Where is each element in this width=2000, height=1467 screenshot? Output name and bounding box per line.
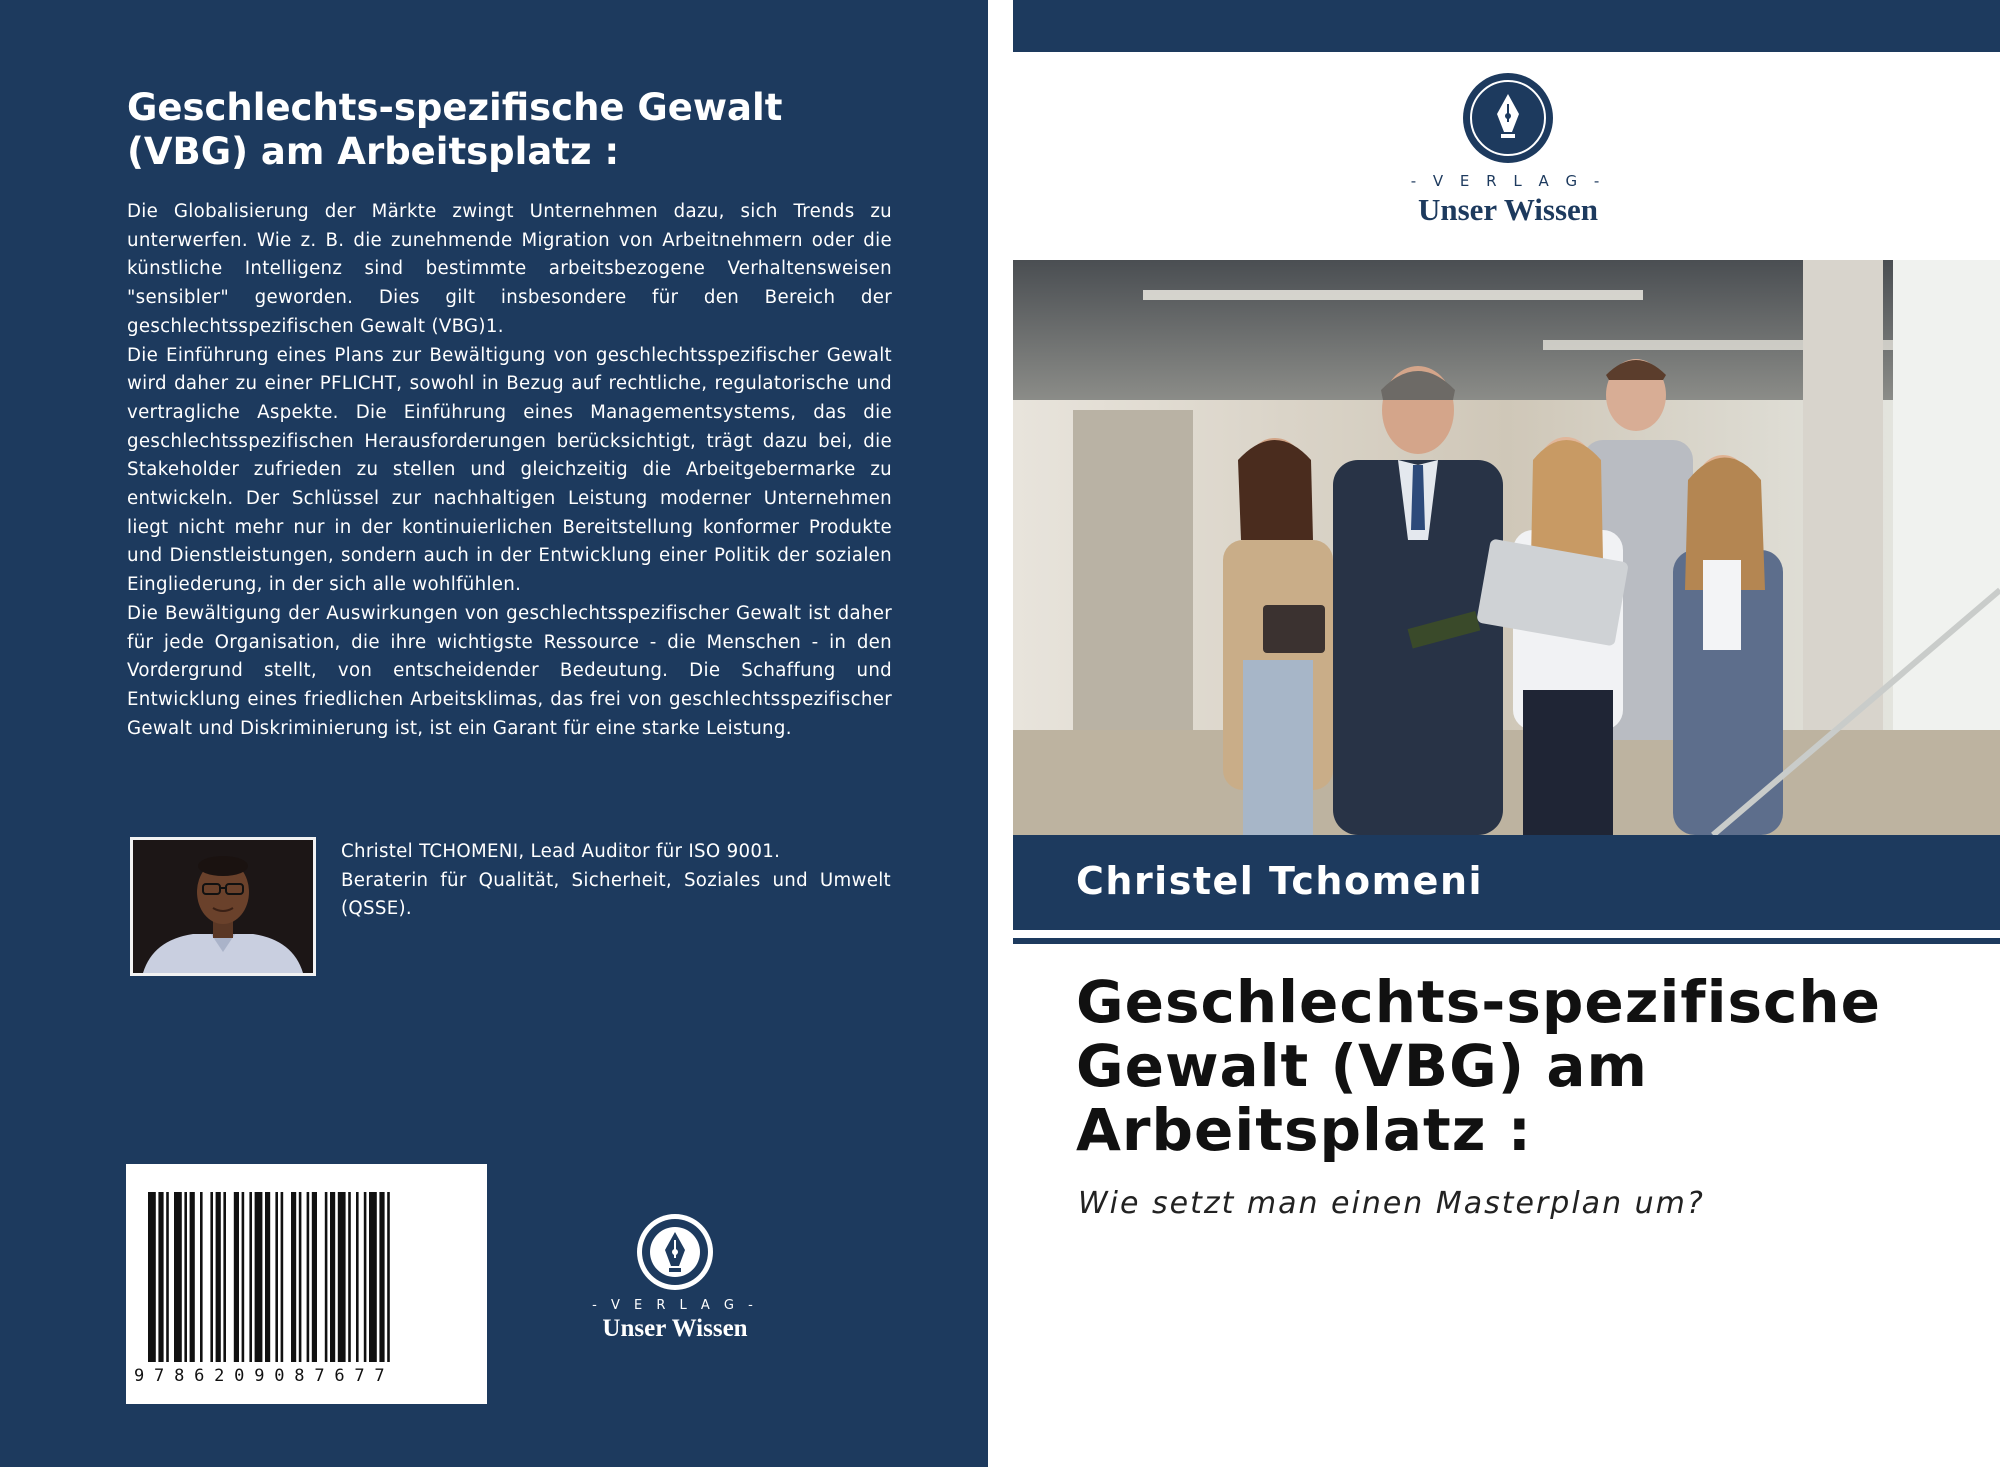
author-bio-line: Beraterin für Qualität, Sicherheit, Soziales und Umwelt (QSSE). [341,869,891,920]
blurb-paragraph: Die Globalisierung der Märkte zwingt Unternehmen dazu, sich Trends zu unterwerfen. Wie z. B. die zunehmende Migration von Arbeitnehmern oder die künstliche Intelligenz sind bestimmte arbeitsbezogene Verhaltensweisen "sensibler" geworden. Dies gilt insbesondere für den Bereich der geschlechtsspezifischen Gewalt (VBG)1. [127,201,892,337]
author-bio-line: Christel TCHOMENI, Lead Auditor für ISO 9001. [341,841,781,862]
barcode-bar [291,1192,296,1362]
barcode-bar [216,1192,221,1362]
barcode-bar [265,1192,270,1362]
back-cover-blurb [127,198,892,743]
barcode-bar [356,1192,359,1362]
barcode-bar [242,1192,245,1362]
barcode-bar [369,1192,377,1362]
front-cover [1013,0,2000,1467]
blurb-paragraph: Die Einführung eines Plans zur Bewältigung von geschlechtsspezifischer Gewalt wird daher zu einer PFLICHT, sowohl in Bezug auf rechtliche, regulatorische und vertragliche Aspekte. Die Einführung eines Managementsystems, das die geschlechtsspezifischen Herausforderungen berücksichtigt, trägt dazu bei, die Stakeholder zufrieden zu stellen und gleichzeitig die Arbeitgebermarke zu entwickeln. Der Schlüssel zur nachhaltigen Leistung moderner Unternehmen liegt nicht mehr nur in der kontinuierlichen Bereitstellung konformer Produkte und Dienstleistungen, sondern auch in der Entwicklung einer Politik der sozialen Eingliederung, in der sich alle wohlfühlen. [127,344,892,596]
blurb-paragraph: Die Bewältigung der Auswirkungen von geschlechtsspezifischer Gewalt ist daher für jede Organisation, die ihre wichtigste Ressource - die Menschen - in den Vordergrund stellt, von entscheidender Bedeutung. Die Schaffung und Entwicklung eines friedlichen Arbeitsklimas, das frei von geschlechtsspezifischer Gewalt und Diskriminierung ist, ist ein Garant für eine starke Leistung. [127,602,892,739]
barcode-bar [174,1192,182,1362]
barcode-bar [307,1192,310,1362]
barcode-bar [387,1192,390,1362]
fountain-pen-logo-icon [1462,72,1554,164]
barcode-bar [312,1192,317,1362]
barcode-bar [281,1192,284,1362]
front-author-name: Christel Tchomeni [1076,859,1484,903]
barcode-bar [200,1192,203,1362]
barcode-bar [249,1192,252,1362]
back-cover [0,0,988,1467]
barcode-bar [190,1192,195,1362]
barcode-bar [325,1192,328,1362]
verlag-label: - V E R L A G - [1410,172,1606,190]
barcode-bar [255,1192,263,1362]
verlag-label: - V E R L A G - [592,1298,758,1313]
barcode-bar [379,1192,384,1362]
barcode-bar [338,1192,346,1362]
barcode-bar [223,1192,226,1362]
barcode-bar [299,1192,302,1362]
barcode-bar [148,1192,156,1362]
author-portrait-icon [133,840,313,973]
front-cover-subtitle: Wie setzt man einen Masterplan um? [1078,1186,1705,1221]
barcode-bar [166,1192,169,1362]
isbn-barcode [126,1164,487,1404]
barcode-bar [234,1192,239,1362]
barcode-icon [126,1164,487,1369]
barcode-bar [210,1192,213,1362]
office-team-photo-icon [1013,260,2000,835]
divider-rule [1013,938,2000,944]
author-band [1013,835,2000,930]
top-band [1013,0,2000,52]
publisher-logo-back [585,1212,765,1343]
spine-gap [988,0,1013,1467]
author-photo [130,837,316,976]
author-bio [341,838,891,924]
front-cover-title: Geschlechts-spezifische Gewalt (VBG) am Arbeitsplatz : [1076,968,1882,1164]
barcode-bar [330,1192,335,1362]
publisher-name: Unser Wissen [602,1315,748,1342]
back-cover-title: Geschlechts-spezifische Gewalt (VBG) am Arbeitsplatz : [127,86,783,173]
barcode-bar [184,1192,187,1362]
barcode-bar [275,1192,278,1362]
barcode-bar [348,1192,351,1362]
publisher-logo-front [1373,72,1643,228]
cover-photo-office-team [1013,260,2000,835]
publisher-name: Unser Wissen [1417,192,1599,227]
fountain-pen-logo-icon [635,1212,715,1292]
isbn-digits: 9786209087677 [134,1366,395,1386]
barcode-bar [364,1192,367,1362]
barcode-bar [158,1192,163,1362]
